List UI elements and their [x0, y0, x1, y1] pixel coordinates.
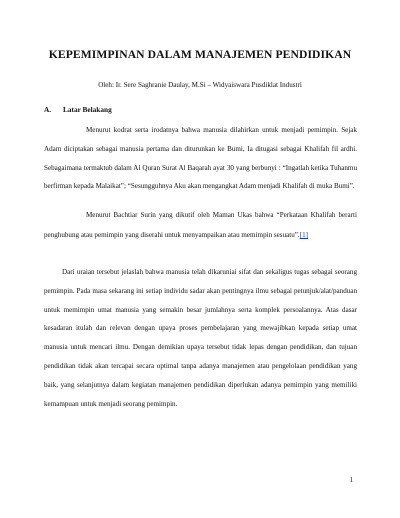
paragraph-1: [44, 121, 357, 196]
author-byline: Oleh: Ir. Sere Saghranie Daulay, M.Si – Widyaiswara Pusdiklat Industri: [98, 81, 302, 89]
paragraph-2-text: Menurut Bachtiar Surin yang dikutif oleh Maman Ukas bahwa “Perkataan Khalifah berarti penghubung atau pemimpin yang diserahi untuk menyampaikan atau memimpin sesuatu”.: [44, 211, 357, 239]
section-heading-text: Latar Belakang: [63, 105, 112, 114]
paragraph-1-text: Menurut kodrat serta irodatnya bahwa manusia dilahirkan untuk menjadi pemimpin. Sejak Adam diciptakan sebagai manusia pertama dan diturunkan ke Bumi, Ia ditugasi sebagai Khalifah fil ardhi. Sebagaimana termaktub dalam Al Quran Surat Al Baqarah ayat 30 yang berbunyi : “Ingatlah ketika Tuhanmu berfirman kepada Malaikat”; “Sesungguhnya Aku akan mengangkat Adam menjadi Khalifah di muka Bumi”.: [44, 126, 357, 191]
footnote-link[interactable]: [1]: [299, 231, 308, 239]
document-title: KEPEMIMPINAN DALAM MANAJEMEN PENDIDIKAN: [48, 48, 352, 61]
paragraph-2: [44, 205, 357, 245]
page-number: 1: [349, 476, 353, 484]
section-number: A.: [44, 105, 52, 114]
paragraph-3: [44, 263, 357, 413]
section-heading: [44, 105, 112, 114]
paragraph-3-text: Dari uraian tersebut jelaslah bahwa manusia telah dikaruniai sifat dan sekaligus tugas sebagai seorang pemimpin. Pada masa sekarang ini setiap individu sadar akan pentingnya ilmu sebagai petunjuk/alat/panduan untuk memimpin umat manusia yang semakin besar jumlahnya serta komplek persoalannya. Atas dasar kesadaran itulah dan relevan dengan upaya proses pembelajaran yang mewajibkan kepada setiap umat manusia untuk mencari ilmu. Dengan demikian upaya tersebut tidak lepas dengan pendidikan, dan tujuan pendidikan tidak akan tercapai secara optimal tanpa adanya manajemen atau pengelolaan pendidikan yang baik, yang selanjutnya dalam kegiatan manajemen pendidikan diperlukan adanya pemimpin yang memiliki kemampuan untuk menjadi seorang pemimpin.: [44, 268, 357, 408]
